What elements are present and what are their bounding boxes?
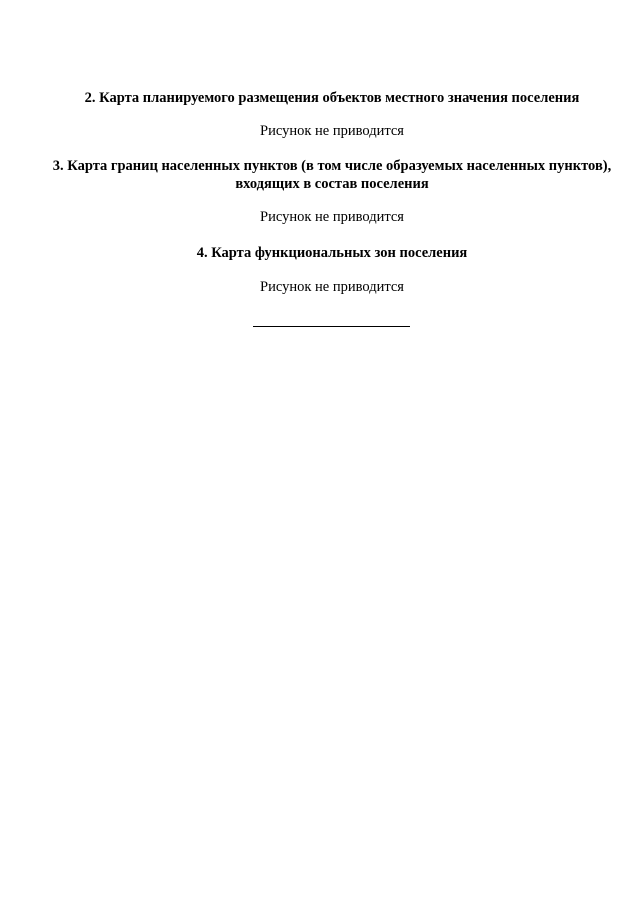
end-divider-line <box>253 326 410 327</box>
section-heading-planned-objects-map: 2. Карта планируемого размещения объектов местного значения поселения <box>84 90 580 106</box>
figure-omitted-note: Рисунок не приводится <box>260 279 404 295</box>
section-heading-settlement-boundaries-map: 3. Карта границ населенных пунктов (в том числе образуемых населенных пунктов), входящих в состав поселения <box>52 158 612 192</box>
figure-omitted-note: Рисунок не приводится <box>260 209 404 225</box>
section-heading-functional-zones-map: 4. Карта функциональных зон поселения <box>196 245 468 261</box>
figure-omitted-note: Рисунок не приводится <box>260 123 404 139</box>
